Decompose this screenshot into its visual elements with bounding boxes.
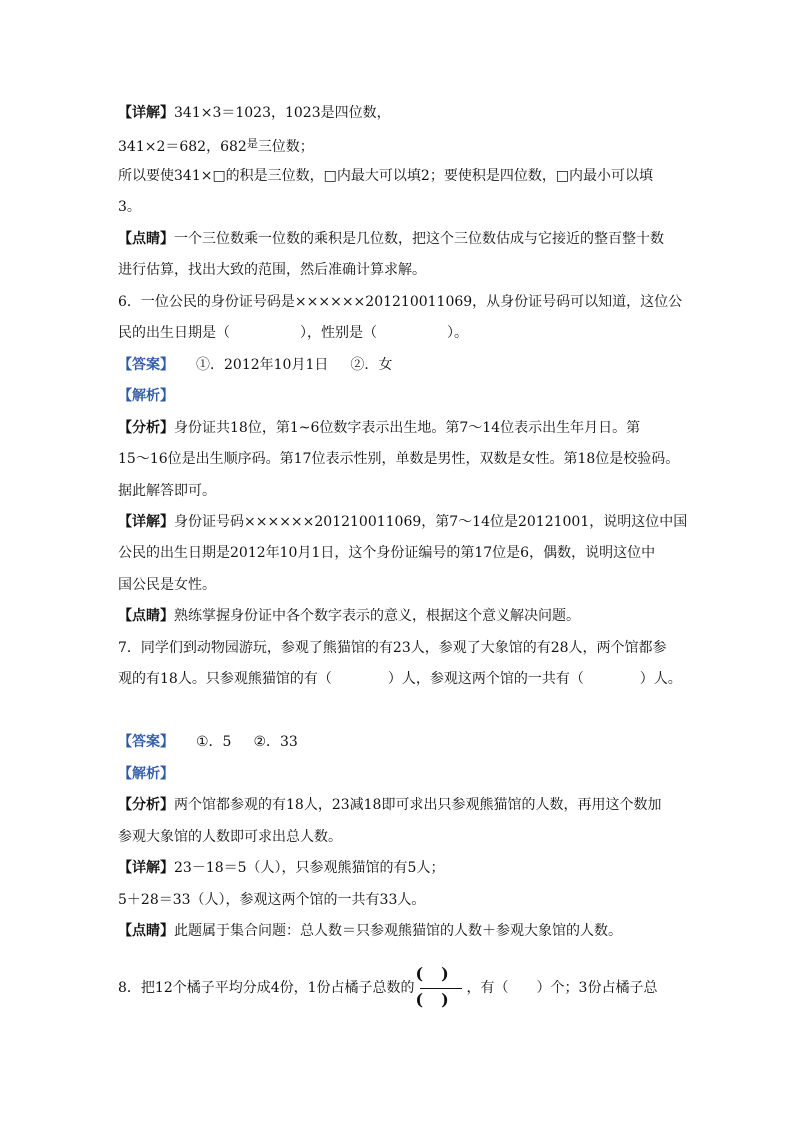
- question-6-detail-line-1: [118, 512, 687, 532]
- tip-text: 此题属于集合问题：总人数＝只参观熊猫馆的人数＋参观大象馆的人数。: [174, 923, 622, 939]
- detail-text-a: 341×2＝682，682: [118, 139, 247, 155]
- detail-text-c: 三位数；: [257, 139, 314, 155]
- question-7-line-2: 观的有18人。只参观熊猫馆的有（ ）人，参观这两个馆的一共有（ ）人。: [118, 671, 682, 687]
- question-7-analysis-line-2: 参观大象馆的人数即可求出总人数。: [118, 829, 342, 845]
- tip-line-1: [118, 229, 664, 249]
- question-6-analysis-line-2: 15～16位是出生顺序码。第17位表示性别，单数是男性，双数是女性。第18位是校验码。: [118, 451, 680, 467]
- question-6-answer: [118, 355, 392, 375]
- question-6-detail-line-3: 国公民是女性。: [118, 577, 216, 593]
- analysis-fx-tag: 【分析】: [118, 797, 174, 813]
- analysis-fx-text: 两个馆都参观的有18人，23减18即可求出只参观熊猫馆的人数，再用这个数加: [174, 797, 662, 813]
- tip-text: 一个三位数乘一位数的乘积是几位数，把这个三位数估成与它接近的整百整十数: [174, 231, 664, 247]
- question-6-detail-line-2: 公民的出生日期是2012年10月1日，这个身份证编号的第17位是6，偶数，说明这位中: [118, 545, 656, 561]
- detail-text: 23－18＝5（人），只参观熊猫馆的有5人；: [174, 860, 445, 876]
- answer-2: ②．33: [253, 734, 298, 750]
- answer-1: ①．2012年10月1日: [196, 357, 329, 373]
- question-7-tip: [118, 921, 622, 941]
- question-7-detail-line-2: 5＋28＝33（人），参观这两个馆的一共有33人。: [118, 892, 426, 908]
- question-6-tip: [118, 606, 580, 626]
- detail-tag: 【详解】: [118, 860, 174, 876]
- tip-tag: 【点睛】: [118, 923, 174, 939]
- question-8-text-a: 8．把12个橘子平均分成4份，1份占橘子总数的: [118, 980, 415, 996]
- analysis-tag: 【解析】: [118, 766, 174, 782]
- tip-tag: 【点睛】: [118, 231, 174, 247]
- question-7-answer: [118, 732, 298, 752]
- answer-2: ②．女: [350, 357, 393, 373]
- analysis-fx-text: 身份证共18位，第1~6位数字表示出生地。第7～14位表示出生年月日。第: [174, 420, 641, 436]
- detail-line-1: [118, 103, 391, 123]
- question-7-detail-line-1: [118, 858, 444, 878]
- detail-tag: 【详解】: [118, 514, 174, 530]
- detail-text: 341×3＝1023，1023是四位数，: [174, 105, 391, 121]
- detail-line-3: 所以要使341×□的积是三位数，□内最大可以填2；要使积是四位数，□内最小可以填: [118, 168, 654, 184]
- answer-1: ①．5: [196, 734, 232, 750]
- analysis-tag: 【解析】: [118, 388, 174, 404]
- question-8-line-1: [118, 962, 657, 1014]
- question-7-line-1: 7．同学们到动物园游玩，参观了熊猫馆的有23人，参观了大象馆的有28人，两个馆都参: [118, 640, 667, 656]
- detail-text: 身份证号码××××××201210011069，第7～14位是20121001，说明这位中国: [174, 514, 688, 530]
- detail-line-2: [118, 134, 314, 157]
- question-7-analysis-tag: [118, 764, 174, 784]
- question-6-analysis-line-1: [118, 418, 640, 438]
- question-6-line-2: 民的出生日期是（ ），性别是（ ）。: [118, 325, 468, 341]
- question-6-analysis-tag: [118, 386, 174, 406]
- question-6-line-1: 6．一位公民的身份证号码是××××××201210011069，从身份证号码可以知道，这位公: [118, 294, 683, 310]
- analysis-fx-tag: 【分析】: [118, 420, 174, 436]
- detail-text-b: 是: [246, 137, 258, 150]
- question-6-analysis-line-3: 据此解答即可。: [118, 483, 216, 499]
- answer-tag: 【答案】: [118, 357, 174, 373]
- detail-tag: 【详解】: [118, 105, 174, 121]
- question-8-text-b: ，有（ ）个；3份占橘子总: [466, 980, 658, 996]
- answer-tag: 【答案】: [118, 734, 174, 750]
- tip-line-2: 进行估算，找出大致的范围，然后准确计算求解。: [118, 262, 426, 278]
- fraction-numerator-blank: (): [415, 964, 467, 983]
- fraction-denominator-blank: (): [415, 990, 467, 1009]
- tip-tag: 【点睛】: [118, 608, 174, 624]
- tip-text: 熟练掌握身份证中各个数字表示的意义，根据这个意义解决问题。: [174, 608, 580, 624]
- question-7-analysis-line-1: [118, 795, 661, 815]
- detail-line-4: 3。: [118, 199, 141, 215]
- fraction-blank: [416, 962, 466, 1014]
